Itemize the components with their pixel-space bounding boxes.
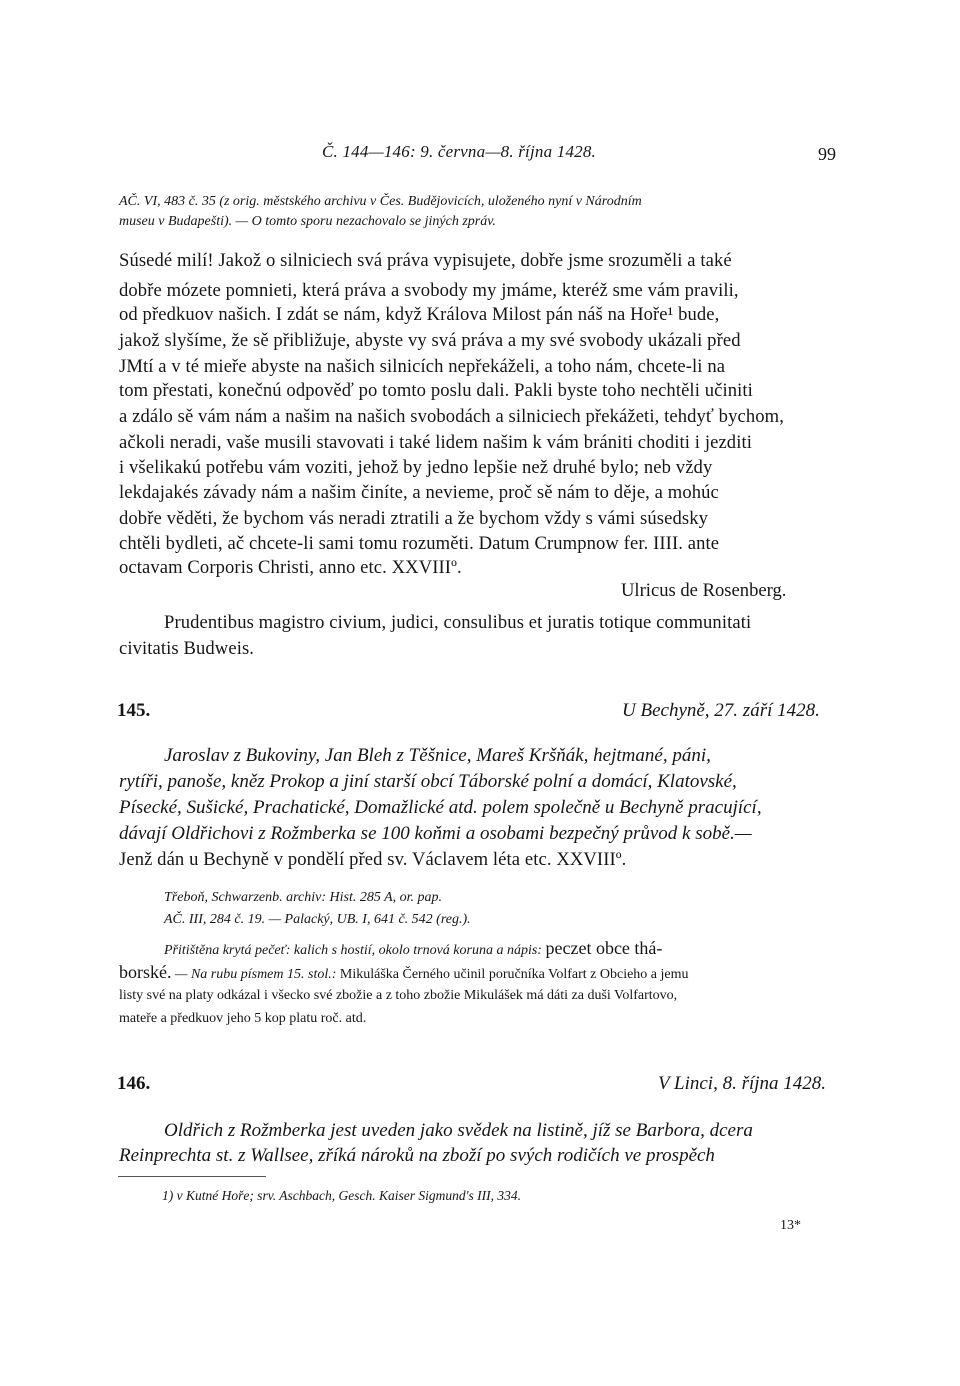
letter-text-line: dobře věděti, že bychom vás neradi ztratili a že bychom vždy s vámi súsedsky xyxy=(119,508,708,529)
dorsal-note-line: mateře a předkuov jeho 5 kop platu roč. atd. xyxy=(119,1011,367,1026)
letter-text-line: chtěli bydleti, ač chcete-li sami tomu rozuměti. Datum Crumpnow fer. IIII. ante xyxy=(119,533,720,554)
letter-text-line: ačkoli neradi, vaše musili stavovati i také lidem našim k vám brániti choditi i jezditi xyxy=(119,432,752,453)
dorsal-note-text: Mikuláška Černého učinil poručníka Volfart z Obcieho a jemu xyxy=(339,967,689,982)
seal-inscription-end: borské. xyxy=(119,962,172,982)
regest-line: Jaroslav z Bukoviny, Jan Bleh z Těšnice, Mareš Kršňák, hejtmané, páni, xyxy=(164,745,711,766)
dating-line: Jenž dán u Bechyně v pondělí před sv. Václavem léta etc. XXVIIIº. xyxy=(119,849,627,870)
place-date: U Bechyně, 27. září 1428. xyxy=(622,700,820,721)
seal-inscription: peczet obce thá- xyxy=(545,938,663,958)
letter-text-line: dobře mózete pomnieti, která práva a svobody my jmáme, kteréž sme vám pravili, xyxy=(119,280,739,301)
letter-text-line: i všelikakú potřebu vám voziti, jehož by jedno lepšie než druhé bylo; neb vždy xyxy=(119,457,713,478)
source-note-line: AČ. VI, 483 č. 35 (z orig. městského archivu v Čes. Budějovicích, uloženého nyní v Národním xyxy=(119,194,642,209)
letter-text-line: tom přestati, konečnú odpověď po tomto poslu dali. Pakli byste toho nechtěli učiniti xyxy=(119,380,753,401)
letter-text-line: a zdálo sě vám nám a našim na našich svobodách a silniciech překážeti, tehdyť bychom, xyxy=(119,406,784,427)
page-number: 99 xyxy=(818,144,836,164)
seal-description xyxy=(164,938,662,959)
regest-line: rytíři, panoše, kněz Prokop a jiní starší obcí Táborské polní a domácí, Klatovské, xyxy=(119,771,737,792)
letter-text-line: JMtí a v té mieře abyste na našich silnicích nepřekáželi, a toho nám, chcete-li na xyxy=(119,356,726,377)
source-note-line: museu v Budapešti). — O tomto sporu nezachovalo se jiných zpráv. xyxy=(119,214,496,229)
seal-description-italic: Přitištěna krytá pečeť: kalich s hostií, okolo trnová koruna a nápis: xyxy=(164,943,542,958)
address-line: Prudentibus magistro civium, judici, consulibus et juratis totique communitati xyxy=(164,612,752,633)
running-header: Č. 144—146: 9. června—8. října 1428. xyxy=(322,142,596,161)
letter-text-line: jakož slyšíme, že sě přibližuje, abyste vy svá práva a my své svobody ukázali před xyxy=(119,330,741,351)
letter-text-line: octavam Corporis Christi, anno etc. XXVIIIº. xyxy=(119,557,462,578)
signature: Ulricus de Rosenberg. xyxy=(621,580,787,601)
source-line: Třeboň, Schwarzenb. archiv: Hist. 285 A, or. pap. xyxy=(164,890,443,905)
seal-description-cont xyxy=(119,962,689,983)
document-number: 146. xyxy=(117,1073,151,1094)
footnote-rule xyxy=(118,1176,266,1177)
source-line: AČ. III, 284 č. 19. — Palacký, UB. I, 641 č. 542 (reg.). xyxy=(164,912,471,927)
dorsal-note-line: listy své na platy odkázal i všecko své zbožie a z toho zbožie Mikulášek má dáti za duši Volfartovo, xyxy=(119,988,678,1003)
place-date: V Linci, 8. října 1428. xyxy=(658,1073,827,1094)
document-number: 145. xyxy=(117,700,151,721)
address-line: civitatis Budweis. xyxy=(119,638,255,659)
letter-text-line: od předkuov našich. I zdát se nám, když Králova Milost pán náš na Hoře¹ bude, xyxy=(119,304,720,325)
regest-line: Písecké, Sušické, Prachatické, Domažlické atd. polem společně u Bechyně pracující, xyxy=(119,797,762,818)
sheet-signature: 13* xyxy=(780,1218,801,1233)
footnote: 1) v Kutné Hoře; srv. Aschbach, Gesch. Kaiser Sigmund's III, 334. xyxy=(162,1188,521,1203)
regest-line: Reinprechta st. z Wallsee, zříká nároků na zboží po svých rodičích ve prospěch xyxy=(119,1145,715,1166)
regest-line: Oldřich z Rožmberka jest uveden jako svědek na listině, jíž se Barbora, dcera xyxy=(164,1120,753,1141)
regest-line: dávají Oldřichovi z Rožmberka se 100 koňmi a osobami bezpečný průvod k sobě.— xyxy=(119,823,752,844)
letter-text-line: lekdajakés závady nám a našim činíte, a nevieme, proč sě nám to děje, a mohúc xyxy=(119,482,719,503)
dorsal-note-label: — Na rubu písmem 15. stol.: xyxy=(175,967,337,982)
letter-text-line: Súsedé milí! Jakož o silniciech svá práva vypisujete, dobře jsme srozuměli a také xyxy=(119,250,732,271)
